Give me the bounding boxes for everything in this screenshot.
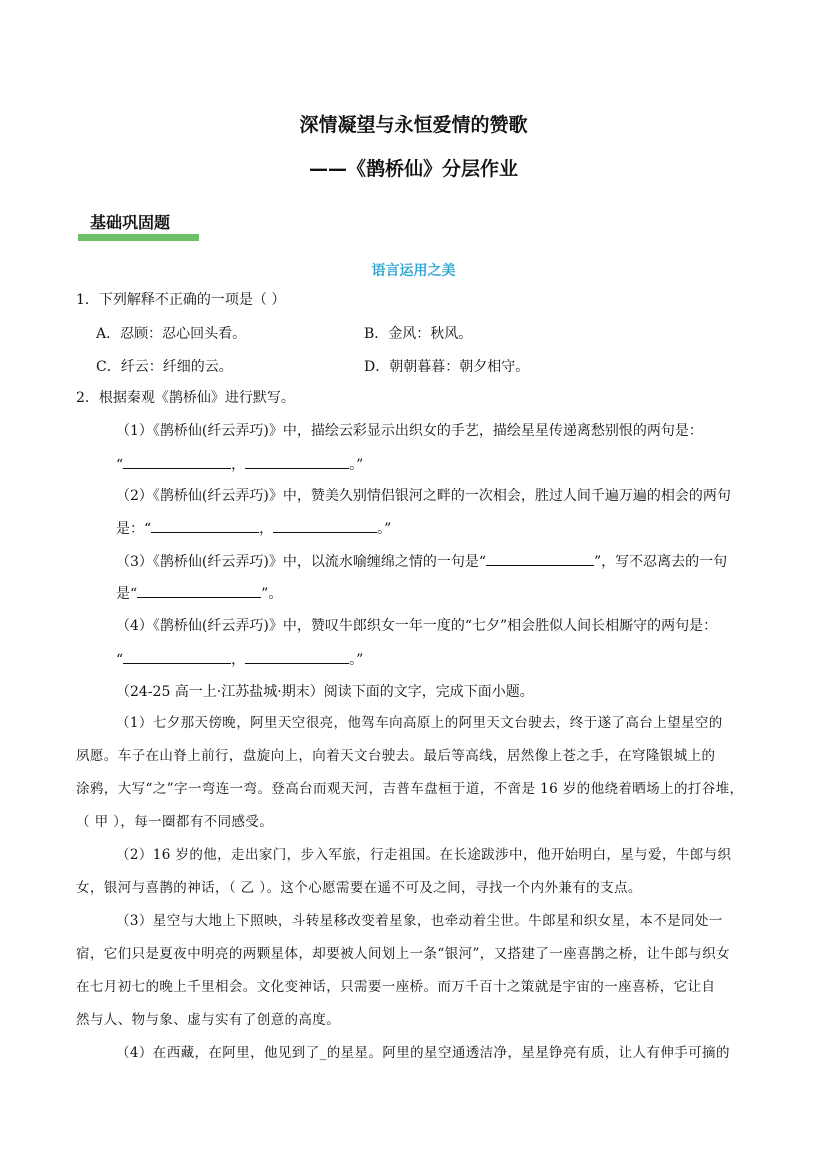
passage-line: 夙愿。车子在山脊上前行，盘旋向上，向着天文台驶去。最后等高线，居然像上苍之手，在穹隆银城上的 bbox=[76, 748, 716, 764]
page-subtitle: ——《鹊桥仙》分层作业 bbox=[308, 158, 518, 180]
answer-blank[interactable] bbox=[245, 649, 349, 664]
section-label: 基础巩固题 bbox=[90, 213, 171, 232]
q2-sub3 bbox=[116, 551, 727, 572]
q2-sub3-cont bbox=[116, 583, 282, 604]
answer-blank[interactable] bbox=[123, 649, 231, 664]
comma: ， bbox=[259, 521, 274, 537]
q1-stem: 1．下列解释不正确的一项是（ ） bbox=[76, 292, 286, 308]
q1-option-c: C．纤云：纤细的云。 bbox=[96, 359, 233, 375]
q2-stem: 2．根据秦观《鹊桥仙》进行默写。 bbox=[76, 390, 295, 406]
q2-sub4-blanks bbox=[116, 649, 363, 670]
suffix: ”。 bbox=[261, 586, 283, 602]
reading-source: （24-25 高一上·江苏盐城·期末）阅读下面的文字，完成下面小题。 bbox=[116, 684, 534, 700]
answer-blank[interactable] bbox=[245, 454, 349, 469]
q2-sub2-blanks bbox=[116, 518, 391, 539]
end-quote: 。” bbox=[349, 457, 364, 473]
section-header bbox=[82, 210, 171, 233]
comma: ， bbox=[231, 652, 246, 668]
passage-line: 涂鸦，大写“之”字一弯连一弯。登高台而观天河，吉普车盘桓于道，不啻是 16 岁的他绕着晒场上的打谷堆， bbox=[76, 781, 744, 797]
q2-sub2: （2）《鹊桥仙(纤云弄巧)》中，赞美久别情侣银河之畔的一次相会，胜过人间千遍万遍的相会的两句 bbox=[116, 488, 731, 504]
answer-blank[interactable] bbox=[137, 583, 261, 598]
prefix: 是：“ bbox=[116, 521, 152, 537]
passage-line: （1）七夕那天傍晚，阿里天空很亮，他驾车向高原上的阿里天文台驶去，终于遂了高台上望星空的 bbox=[116, 715, 723, 731]
q2-sub1-blanks bbox=[116, 454, 363, 475]
passage-line: 宿，它们只是夏夜中明亮的两颗星体，却要被人间划上一条“银河”，又搭建了一座喜鹊之桥，让牛郎与织女 bbox=[76, 946, 731, 962]
passage-line: （3）星空与大地上下照映，斗转星移改变着星象，也牵动着尘世。牛郎星和织女星，本不是同处一 bbox=[116, 913, 723, 929]
section-underline-bar bbox=[78, 234, 199, 241]
passage-line: （4）在西藏，在阿里，他见到了_的星星。阿里的星空通透洁净，星星铮亮有质，让人有伸手可摘的 bbox=[116, 1045, 730, 1061]
answer-blank[interactable] bbox=[151, 518, 259, 533]
passage-line: （ 甲 ），每一圈都有不同感受。 bbox=[76, 814, 274, 830]
comma: ， bbox=[231, 457, 246, 473]
q1-option-a: A．忍顾：忍心回头看。 bbox=[96, 326, 247, 342]
end-quote: 。” bbox=[377, 521, 392, 537]
passage-line: （2）16 岁的他，走出家门，步入军旅，行走祖国。在长途跋涉中，他开始明白，星与爱，牛郎与织 bbox=[116, 847, 732, 863]
q1-option-b: B．金风：秋风。 bbox=[364, 326, 473, 342]
passage-line: 在七月初七的晚上千里相会。文化变神话，只需要一座桥。而万千百十之策就是宇宙的一座喜桥，它让自 bbox=[76, 979, 716, 995]
open-quote: “ bbox=[116, 457, 124, 473]
answer-blank[interactable] bbox=[273, 518, 377, 533]
end-quote: 。” bbox=[349, 652, 364, 668]
answer-blank[interactable] bbox=[486, 551, 594, 566]
q2-sub4: （4）《鹊桥仙(纤云弄巧)》中，赞叹牛郎织女一年一度的“七夕”相会胜似人间长相厮守的两句是： bbox=[116, 618, 718, 634]
sub3-text-a: （3）《鹊桥仙(纤云弄巧)》中，以流水喻缠绵之情的一句是“ bbox=[116, 554, 486, 570]
open-quote: “ bbox=[116, 652, 124, 668]
page-title: 深情凝望与永恒爱情的赞歌 bbox=[299, 114, 528, 136]
passage-line: 然与人、物与象、虚与实有了创意的高度。 bbox=[76, 1012, 341, 1028]
sub3-text-b: ”，写不忍离去的一句 bbox=[594, 554, 728, 570]
subheading: 语言运用之美 bbox=[371, 263, 456, 279]
passage-line: 女，银河与喜鹊的神话，（ 乙 ）。这个心愿需要在遥不可及之间，寻找一个内外兼有的支点。 bbox=[76, 880, 642, 896]
answer-blank[interactable] bbox=[123, 454, 231, 469]
q1-option-d: D．朝朝暮暮：朝夕相守。 bbox=[364, 359, 530, 375]
prefix: 是“ bbox=[116, 586, 138, 602]
q2-sub1: （1）《鹊桥仙(纤云弄巧)》中，描绘云彩显示出织女的手艺，描绘星星传递离愁别恨的两句是： bbox=[116, 423, 703, 439]
